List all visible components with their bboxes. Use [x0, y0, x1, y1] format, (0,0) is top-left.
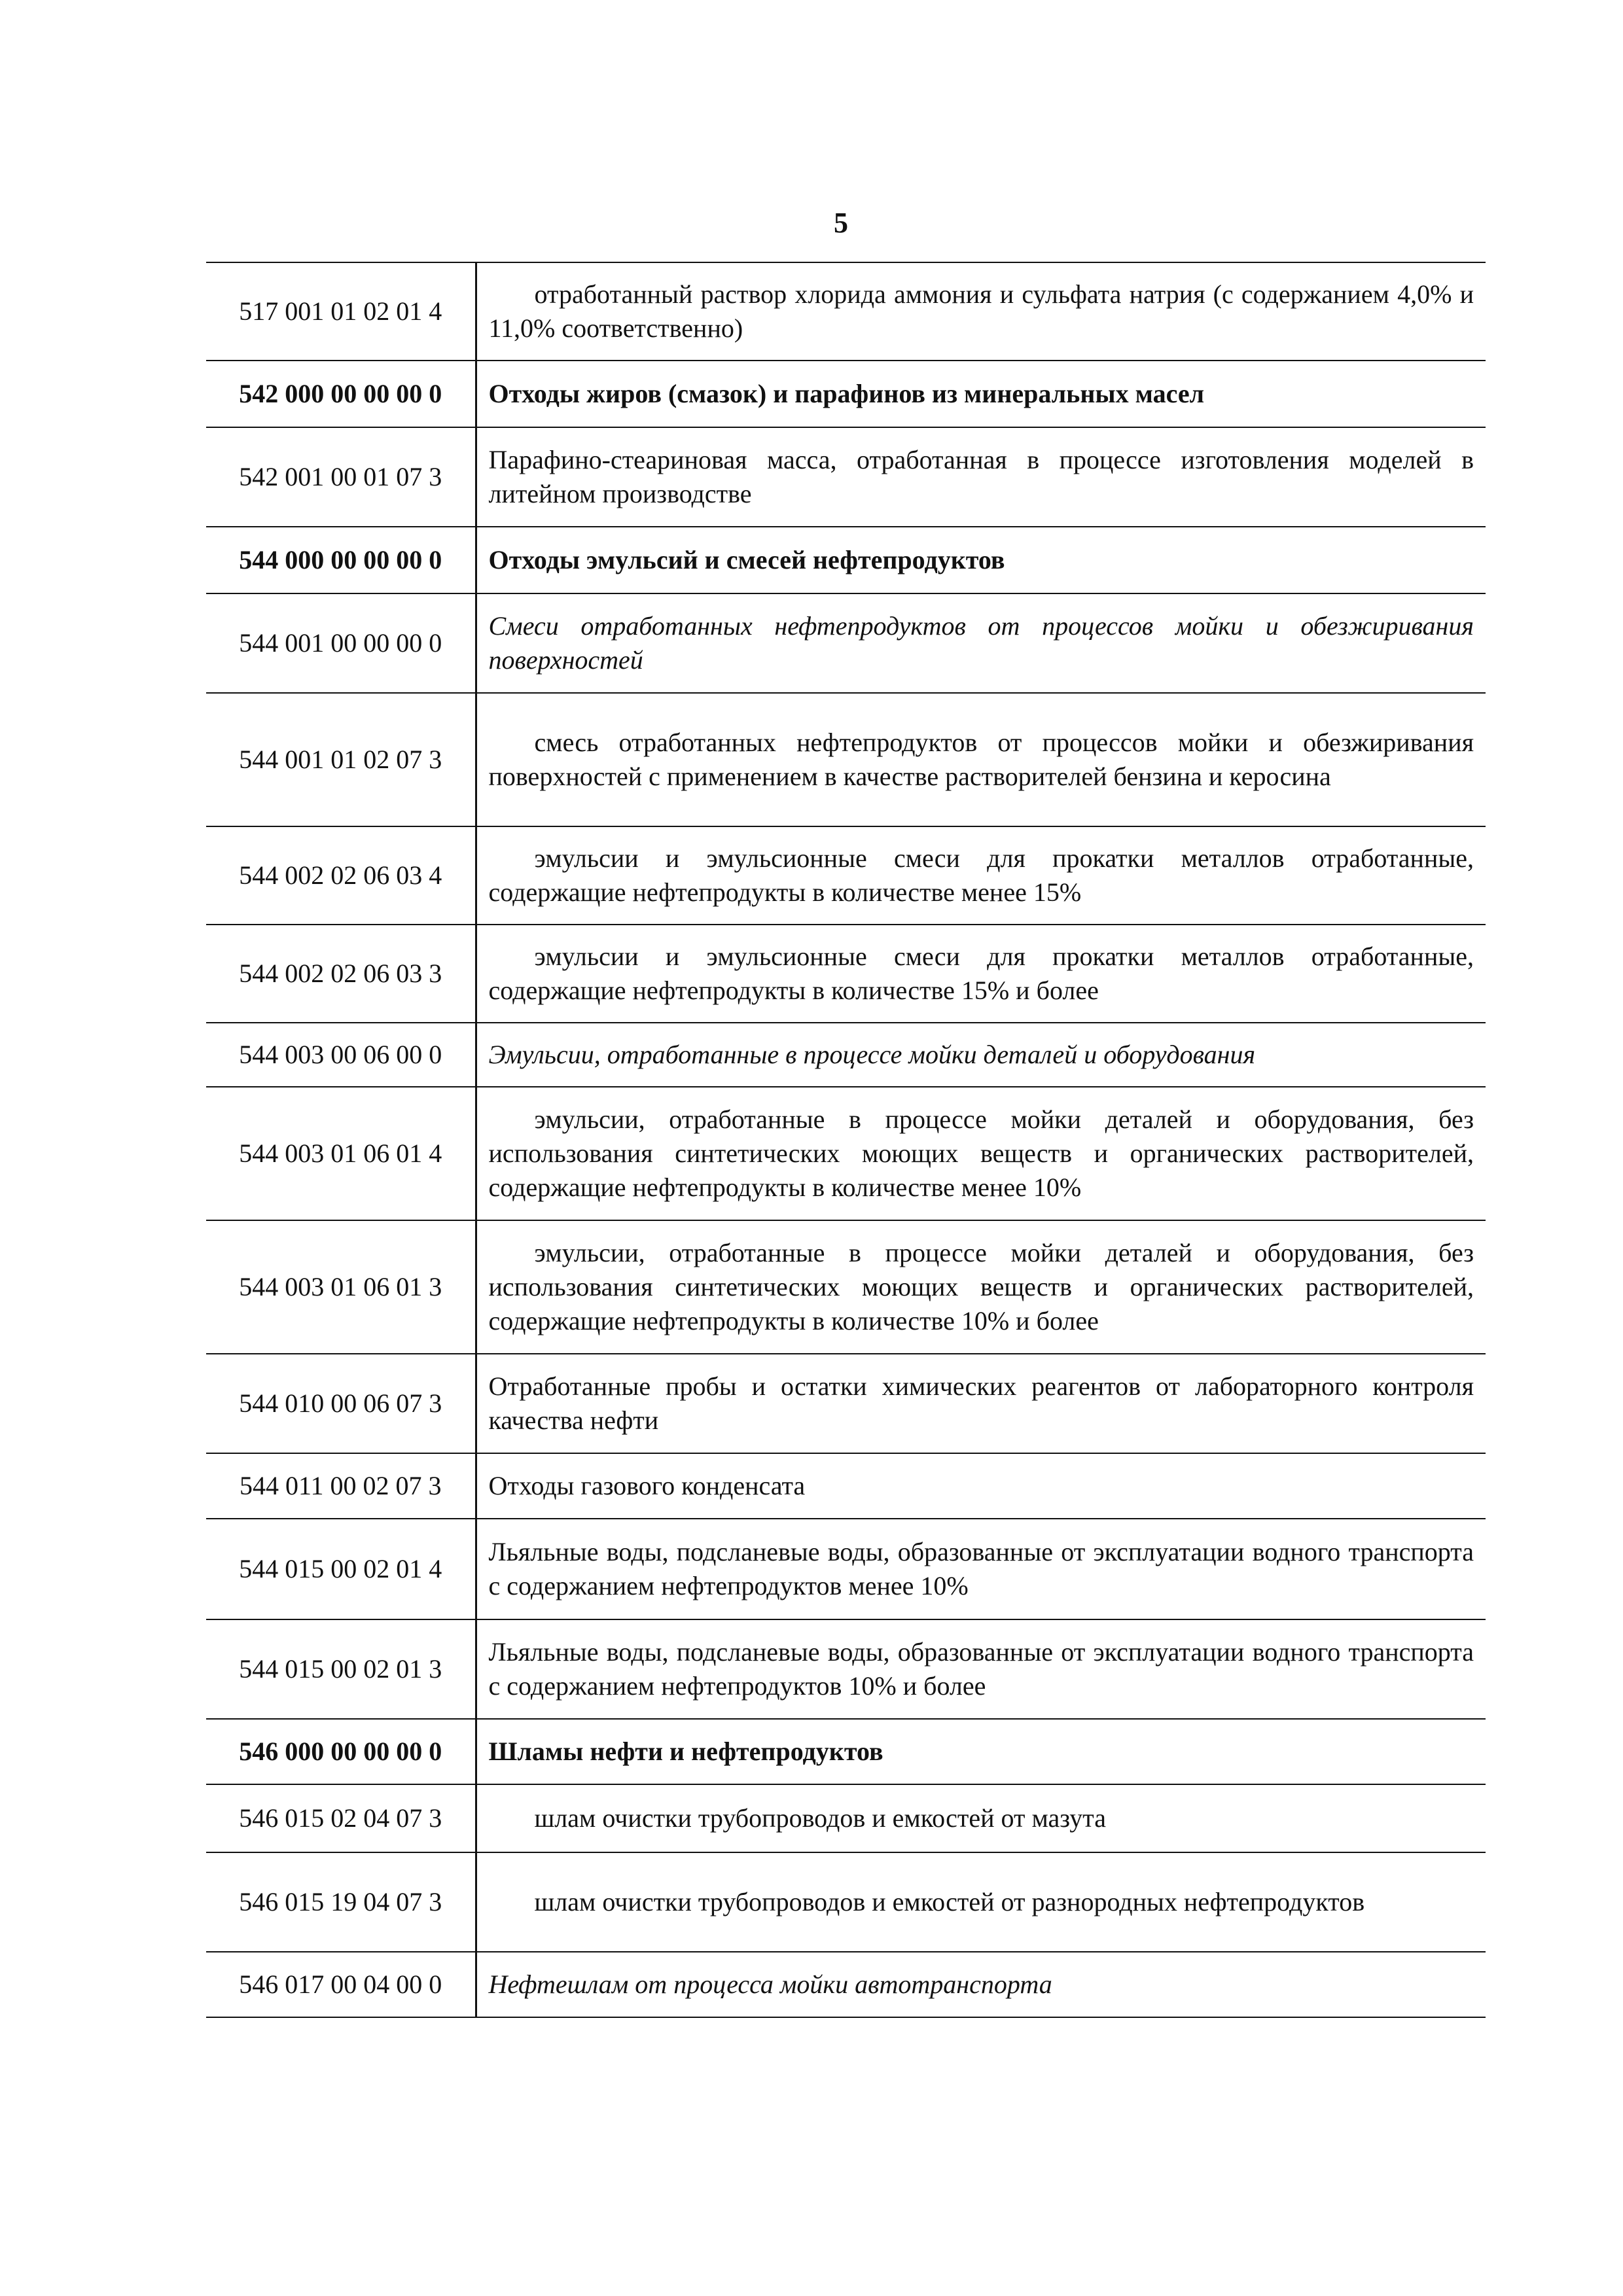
waste-description: Отходы эмульсий и смесей нефтепродуктов: [488, 545, 1005, 574]
waste-code: 544 011 00 02 07 3: [206, 1453, 476, 1519]
table-row: [206, 1220, 1486, 1354]
table-row: [206, 1619, 1486, 1719]
waste-description: Нефтешлам от процесса мойки автотранспорта: [488, 1969, 1052, 1999]
table-row: [206, 693, 1486, 826]
waste-description: Отработанные пробы и остатки химических реагентов от лабораторного контроля качества нефти: [488, 1371, 1474, 1435]
waste-code: 544 001 01 02 07 3: [206, 693, 476, 826]
table-row: [206, 1784, 1486, 1852]
waste-description: Отходы жиров (смазок) и парафинов из минеральных масел: [488, 379, 1205, 408]
waste-code: 542 000 00 00 00 0: [206, 361, 476, 427]
waste-code: 544 002 02 06 03 3: [206, 925, 476, 1023]
waste-code: 544 015 00 02 01 4: [206, 1519, 476, 1619]
table-row: [206, 361, 1486, 427]
waste-description: эмульсии и эмульсионные смеси для прокатки металлов отработанные, содержащие нефтепродукты в количестве 15% и более: [488, 942, 1474, 1005]
waste-description: эмульсии и эмульсионные смеси для прокатки металлов отработанные, содержащие нефтепродукты в количестве менее 15%: [488, 843, 1474, 907]
waste-code: 544 015 00 02 01 3: [206, 1619, 476, 1719]
table-row: [206, 1852, 1486, 1952]
waste-description: Шламы нефти и нефтепродуктов: [488, 1737, 883, 1766]
table-row: [206, 1023, 1486, 1087]
table-row: [206, 1719, 1486, 1784]
waste-description: отработанный раствор хлорида аммония и сульфата натрия (с содержанием 4,0% и 11,0% соответственно): [488, 279, 1474, 343]
waste-code: 544 002 02 06 03 4: [206, 826, 476, 925]
table-row: [206, 925, 1486, 1023]
waste-code: 544 003 01 06 01 3: [206, 1220, 476, 1354]
table-row: [206, 1519, 1486, 1619]
table-row: [206, 262, 1486, 361]
waste-code: 544 003 00 06 00 0: [206, 1023, 476, 1087]
waste-code: 517 001 01 02 01 4: [206, 262, 476, 361]
waste-code: 546 017 00 04 00 0: [206, 1952, 476, 2017]
table-row: [206, 1354, 1486, 1453]
waste-description: Льяльные воды, подсланевые воды, образованные от эксплуатации водного транспорта с содержанием нефтепродуктов 10% и более: [488, 1637, 1474, 1701]
waste-description: Отходы газового конденсата: [488, 1471, 806, 1500]
waste-code: 544 003 01 06 01 4: [206, 1087, 476, 1220]
waste-description: эмульсии, отработанные в процессе мойки деталей и оборудования, без использования синтетических моющих веществ и органических растворителей, содержащие нефтепродукты в количестве 10% и более: [488, 1238, 1474, 1335]
table-row: [206, 1952, 1486, 2017]
table-row: [206, 527, 1486, 593]
table-row: [206, 826, 1486, 925]
waste-description: эмульсии, отработанные в процессе мойки деталей и оборудования, без использования синтетических моющих веществ и органических растворителей, содержащие нефтепродукты в количестве менее 10%: [488, 1104, 1474, 1202]
waste-code: 542 001 00 01 07 3: [206, 427, 476, 527]
page-number: 5: [834, 207, 848, 239]
waste-code: 544 000 00 00 00 0: [206, 527, 476, 593]
waste-description: шлам очистки трубопроводов и емкостей от мазута: [534, 1803, 1106, 1833]
waste-code: 544 010 00 06 07 3: [206, 1354, 476, 1453]
waste-description: смесь отработанных нефтепродуктов от процессов мойки и обезжиривания поверхностей с применением в качестве растворителей бензина и керосина: [488, 728, 1474, 791]
waste-description: шлам очистки трубопроводов и емкостей от разнородных нефтепродуктов: [534, 1887, 1365, 1916]
table-row: [206, 1453, 1486, 1519]
waste-description: Эмульсии, отработанные в процессе мойки деталей и оборудования: [488, 1040, 1256, 1069]
table-row: [206, 1087, 1486, 1220]
waste-classification-table: [206, 262, 1486, 2018]
waste-description: Парафино-стеариновая масса, отработанная в процессе изготовления моделей в литейном производстве: [488, 445, 1474, 508]
waste-code: 546 000 00 00 00 0: [206, 1719, 476, 1784]
table-row: [206, 427, 1486, 527]
waste-code: 544 001 00 00 00 0: [206, 593, 476, 693]
waste-code: 546 015 02 04 07 3: [206, 1784, 476, 1852]
waste-code: 546 015 19 04 07 3: [206, 1852, 476, 1952]
waste-description: Льяльные воды, подсланевые воды, образованные от эксплуатации водного транспорта с содержанием нефтепродуктов менее 10%: [488, 1537, 1474, 1600]
waste-description: Смеси отработанных нефтепродуктов от процессов мойки и обезжиривания поверхностей: [488, 611, 1474, 675]
table-row: [206, 593, 1486, 693]
